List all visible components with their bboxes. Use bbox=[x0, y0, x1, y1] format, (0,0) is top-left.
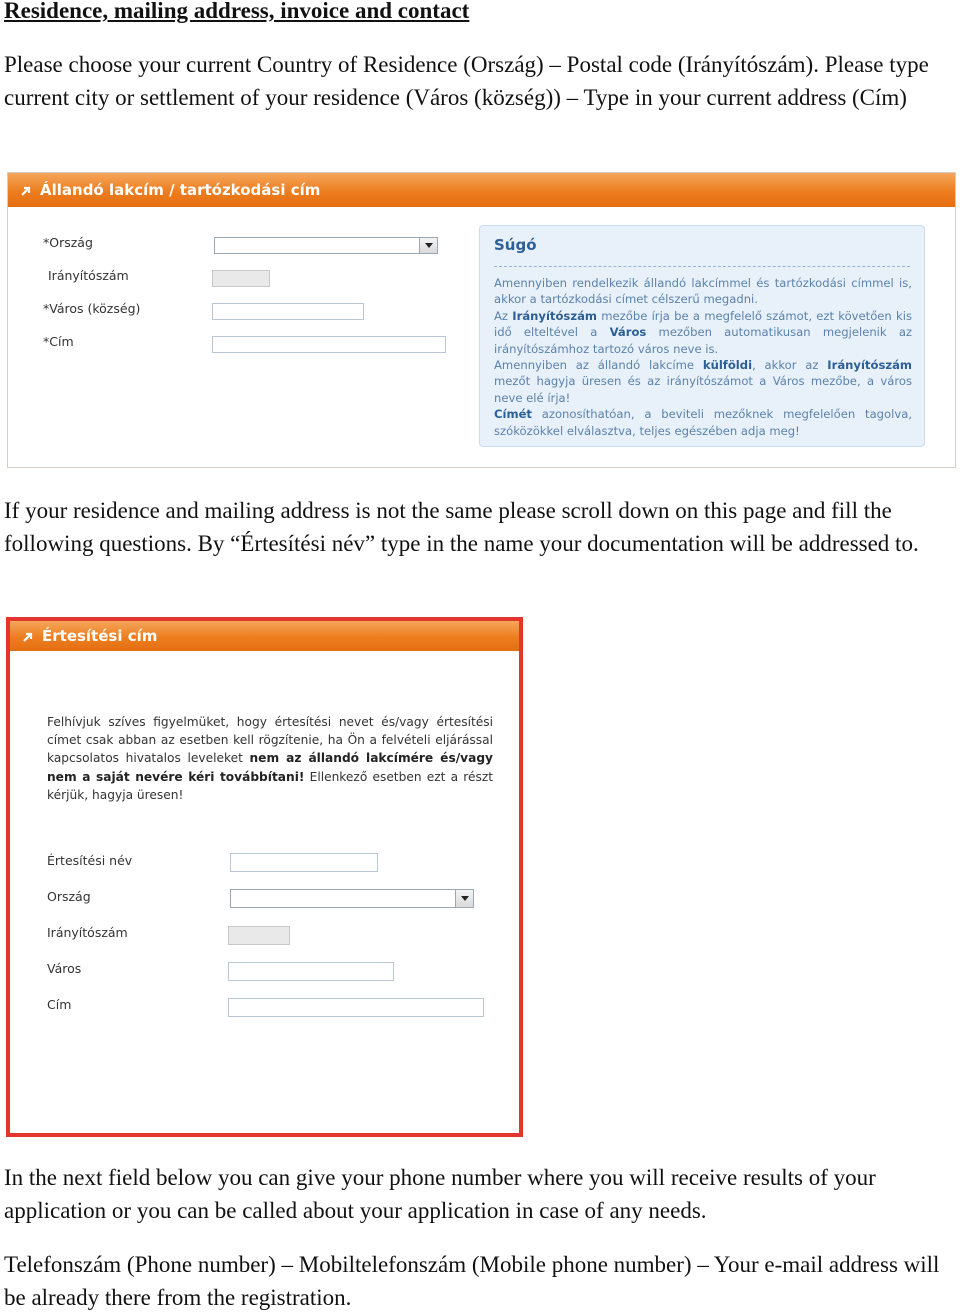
notice-text-span: Ellenkező esetben ezt a részt kérjük, hagyja üresen! bbox=[47, 769, 493, 802]
address-field[interactable] bbox=[212, 336, 446, 353]
help-text bbox=[494, 275, 912, 439]
help-title: Súgó bbox=[494, 236, 537, 254]
help-box bbox=[479, 225, 925, 447]
notify-name-label: Értesítési név bbox=[47, 853, 133, 868]
help-paragraph-1: Amennyiben rendelkezik állandó lakcímmel és tartózkodási címmel is, akkor a tartózkodási címet célszerű megadni. bbox=[494, 276, 912, 307]
residence-panel-title: Állandó lakcím / tartózkodási cím bbox=[40, 181, 321, 199]
help-bold-span: Irányítószám bbox=[827, 358, 912, 373]
middle-paragraph: If your residence and mailing address is not the same please scroll down on this page and fill the following questions. By “Értesítési név” type in the name your documentation will be addressed to. bbox=[4, 498, 919, 556]
phone-paragraph-1: In the next field below you can give your phone number where you will receive results of your application or you can be called about your application in case of any needs. bbox=[4, 1165, 876, 1223]
chevron-down-icon[interactable] bbox=[455, 890, 473, 907]
address-label: *Cím bbox=[43, 334, 74, 349]
mailing-country-label: Ország bbox=[47, 889, 91, 904]
notice-text-span: Felhívjuk szíves figyelmüket, hogy értesítési nevet és/vagy értesítési címet csak abban az esetben kell rögzítenie, ha Ön a felvételi eljárással kapcsolatos hivatalos leveleket bbox=[47, 715, 493, 766]
city-label: *Város (község) bbox=[43, 301, 141, 316]
country-select[interactable] bbox=[214, 237, 438, 254]
mailing-city-label: Város bbox=[47, 961, 82, 976]
postal-code-field[interactable] bbox=[212, 270, 270, 287]
postal-code-label: Irányítószám bbox=[48, 268, 129, 283]
mailing-postal-code-field[interactable] bbox=[228, 926, 290, 945]
arrow-icon bbox=[22, 621, 36, 651]
mailing-postal-code-label: Irányítószám bbox=[47, 925, 128, 940]
phone-paragraph-2: Telefonszám (Phone number) – Mobiltelefonszám (Mobile phone number) – Your e-mail address will be already there from the registration. bbox=[4, 1252, 940, 1310]
notify-name-field[interactable] bbox=[230, 853, 378, 872]
mailing-country-select[interactable] bbox=[230, 889, 474, 908]
document-heading: Residence, mailing address, invoice and contact bbox=[4, 0, 470, 23]
help-divider bbox=[494, 266, 910, 267]
chevron-down-icon[interactable] bbox=[419, 238, 437, 253]
country-label: *Ország bbox=[43, 235, 93, 250]
mailing-notice bbox=[47, 713, 493, 804]
mailing-panel-title: Értesítési cím bbox=[42, 627, 158, 645]
help-text-span: , akkor az bbox=[752, 358, 828, 373]
help-text-span: mezőben automatikusan megjelenik az irányítószámhoz tartozó város neve is. bbox=[494, 325, 913, 356]
mailing-address-label: Cím bbox=[47, 997, 72, 1012]
help-text-span: mezőbe írja be a megfelelő számot, ezt követően kis idő elteltével a bbox=[494, 308, 913, 340]
city-field[interactable] bbox=[212, 303, 364, 320]
mailing-panel bbox=[6, 617, 523, 1137]
help-bold-span: Irányítószám bbox=[512, 308, 597, 323]
help-bold-span: Város bbox=[609, 325, 647, 340]
help-text-span: Az bbox=[494, 308, 513, 323]
mailing-panel-header bbox=[10, 621, 519, 651]
mailing-city-field[interactable] bbox=[228, 962, 394, 981]
help-bold-span: Címét bbox=[494, 407, 532, 422]
residence-panel bbox=[7, 172, 956, 468]
mailing-address-field[interactable] bbox=[228, 998, 484, 1017]
intro-paragraph: Please choose your current Country of Residence (Ország) – Postal code (Irányítószám). Please type current city or settlement of your residence (Város (község)) – Type in your current address (Cím) bbox=[4, 52, 929, 110]
help-text-span: mezőt hagyja üresen és az irányítószámot a Város mezőbe, a város neve elé írja! bbox=[494, 374, 912, 405]
arrow-icon bbox=[20, 173, 34, 207]
residence-panel-header bbox=[8, 173, 955, 207]
help-bold-span: külföldi bbox=[702, 358, 753, 373]
notice-bold-span: nem az állandó lakcímére és/vagy nem a saját nevére kéri továbbítani! bbox=[47, 751, 493, 784]
help-text-span: Amennyiben az állandó lakcíme bbox=[494, 358, 703, 373]
help-text-span: azonosíthatóan, a beviteli mezőknek megfelelően tagolva, szóközökkel elválasztva, teljes egészében adja meg! bbox=[494, 407, 912, 438]
